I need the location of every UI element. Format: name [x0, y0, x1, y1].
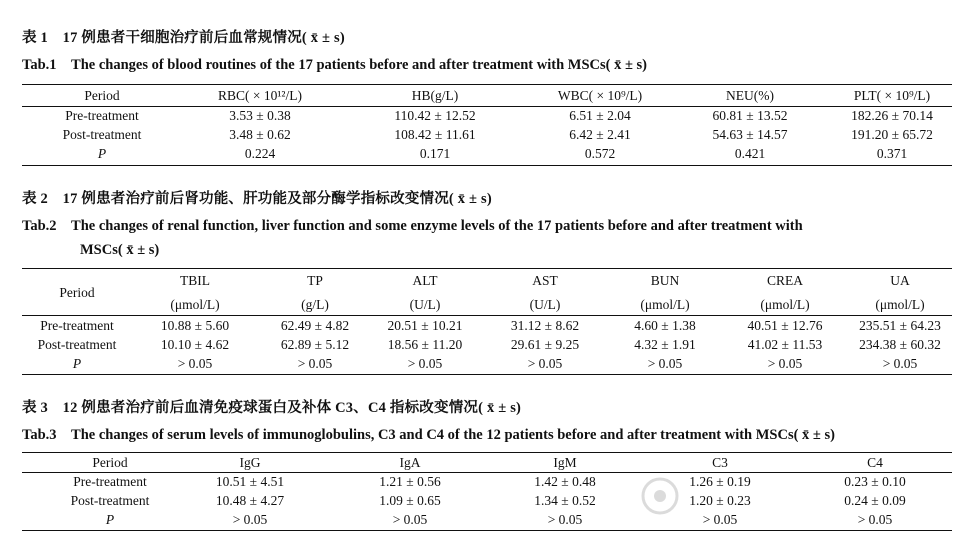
- table1-cell: P: [97, 146, 107, 161]
- table2-header-cell: TP: [307, 273, 323, 288]
- table-row: [22, 127, 952, 145]
- table1-cell: 3.48 ± 0.62: [229, 127, 291, 142]
- table1-cell: 6.51 ± 2.04: [569, 108, 631, 123]
- table1-cell: 0.421: [734, 146, 766, 161]
- table1-cell: 191.20 ± 65.72: [851, 127, 933, 142]
- table3-header-cell: IgA: [399, 455, 421, 470]
- table2-cell: 20.51 ± 10.21: [387, 318, 463, 333]
- table1-cell: Post-treatment: [62, 127, 142, 142]
- table3-cell: 0.24 ± 0.09: [844, 493, 906, 508]
- table2-cell: 10.88 ± 5.60: [160, 318, 230, 333]
- table2-cell: 234.38 ± 60.32: [859, 337, 941, 352]
- table2-unit-cell: (U/L): [529, 297, 561, 312]
- table2-cell: > 0.05: [647, 356, 683, 371]
- table2-caption-cn: 表 2 17 例患者治疗前后肾功能、肝功能及部分酶学指标改变情况( x̄ ± s): [22, 191, 492, 207]
- table2-header-cell: UA: [890, 273, 910, 288]
- table2-cell: 4.60 ± 1.38: [634, 318, 696, 333]
- table2-unit-cell: (g/L): [301, 297, 329, 312]
- table1-cell: 6.42 ± 2.41: [569, 127, 631, 142]
- table3-cell: > 0.05: [232, 512, 268, 527]
- table3-caption-en: Tab.3 The changes of serum levels of immunoglobulins, C3 and C4 of the 12 patients before and after treatment with MSCs( x̄ ± s): [22, 427, 835, 443]
- table2-header-cell: BUN: [650, 273, 680, 288]
- table-row: [22, 318, 952, 336]
- table3-cell: > 0.05: [702, 512, 738, 527]
- table2-unit-cell: (μmol/L): [760, 297, 810, 312]
- table1-bottom-rule: [22, 165, 952, 166]
- table2-unit-cell: (μmol/L): [170, 297, 220, 312]
- table3-header-cell: IgM: [553, 455, 577, 470]
- table3-cell: 1.09 ± 0.65: [379, 493, 441, 508]
- table2-header-cell: CREA: [766, 273, 804, 288]
- table1-header-row: [22, 88, 952, 106]
- table2-cell: 62.49 ± 4.82: [280, 318, 350, 333]
- table2-header-cell: Period: [59, 285, 95, 300]
- table2-unit-cell: (μmol/L): [875, 297, 925, 312]
- table2-cell: P: [72, 356, 82, 371]
- table2-bottom-rule: [22, 374, 952, 375]
- table3-top-rule: [22, 452, 952, 453]
- table1-header-cell: NEU(%): [726, 88, 774, 103]
- table2-cell: 29.61 ± 9.25: [510, 337, 580, 352]
- table1-cell: 0.572: [584, 146, 616, 161]
- table2-header-cell: TBIL: [180, 273, 210, 288]
- table-row: [22, 337, 952, 355]
- table2-units-row: [22, 297, 952, 315]
- table2-cell: > 0.05: [177, 356, 213, 371]
- table1-cell: 108.42 ± 11.61: [394, 127, 476, 142]
- table2-cell: > 0.05: [882, 356, 918, 371]
- table3-caption-cn: 表 3 12 例患者治疗前后血清免疫球蛋白及补体 C3、C4 指标改变情况( x̄ ± s): [22, 400, 522, 416]
- table-row: [22, 108, 952, 126]
- table2-unit-cell: (U/L): [409, 297, 441, 312]
- table3-header-cell: Period: [92, 455, 128, 470]
- table2-cell: 41.02 ± 11.53: [747, 337, 823, 352]
- table1-cell: 54.63 ± 14.57: [712, 127, 788, 142]
- table3-header-cell: C3: [712, 455, 728, 470]
- table1-cell: Pre-treatment: [65, 108, 139, 123]
- table1-mid-rule: [22, 106, 952, 107]
- table1-top-rule: [22, 84, 952, 85]
- table2-cell: 40.51 ± 12.76: [747, 318, 823, 333]
- watermark-logo-icon: [640, 476, 680, 516]
- table2-unit-cell: (μmol/L): [640, 297, 690, 312]
- table1-header-cell: WBC( × 10⁹/L): [557, 88, 643, 103]
- table3-cell: 1.34 ± 0.52: [534, 493, 596, 508]
- table1-cell: 0.171: [419, 146, 451, 161]
- table3-cell: > 0.05: [547, 512, 583, 527]
- table2-top-rule: [22, 268, 952, 269]
- table3-cell: 0.23 ± 0.10: [844, 474, 906, 489]
- table1-cell: 0.224: [244, 146, 276, 161]
- watermark: [640, 470, 950, 532]
- table-row: [22, 356, 952, 374]
- table3-cell: 10.48 ± 4.27: [215, 493, 285, 508]
- table2-header-row: [22, 273, 952, 291]
- table2-cell: 4.32 ± 1.91: [634, 337, 696, 352]
- table3-cell: > 0.05: [392, 512, 428, 527]
- table3-cell: > 0.05: [857, 512, 893, 527]
- table3-header-cell: C4: [867, 455, 883, 470]
- table3-cell: 1.26 ± 0.19: [689, 474, 751, 489]
- table1-header-cell: Period: [84, 88, 120, 103]
- table2-cell: > 0.05: [527, 356, 563, 371]
- table2-cell: 10.10 ± 4.62: [160, 337, 230, 352]
- table1-cell: 60.81 ± 13.52: [712, 108, 788, 123]
- table1-cell: 3.53 ± 0.38: [229, 108, 291, 123]
- table1-header-cell: HB(g/L): [411, 88, 459, 103]
- table2-caption-en: Tab.2 The changes of renal function, liver function and some enzyme levels of the 17 patients before and after treatment with: [22, 218, 803, 234]
- table3-cell: 10.51 ± 4.51: [215, 474, 285, 489]
- table1-header-cell: PLT( × 10⁹/L): [853, 88, 931, 103]
- table2-mid-rule: [22, 315, 952, 316]
- table2-header-cell: ALT: [412, 273, 438, 288]
- table1-header-cell: RBC( × 10¹²/L): [218, 88, 302, 103]
- table2-cell: > 0.05: [407, 356, 443, 371]
- table2-cell: Post-treatment: [37, 337, 117, 352]
- table1-cell: 0.371: [876, 146, 908, 161]
- table3-cell: Post-treatment: [70, 493, 150, 508]
- table2-cell: 62.89 ± 5.12: [280, 337, 350, 352]
- table2-cell: 235.51 ± 64.23: [859, 318, 941, 333]
- table-row: [22, 146, 952, 164]
- table2-cell: > 0.05: [767, 356, 803, 371]
- table3-cell: 1.42 ± 0.48: [534, 474, 596, 489]
- table3-header-cell: IgG: [239, 455, 261, 470]
- table3-cell: Pre-treatment: [73, 474, 147, 489]
- table2-cell: 31.12 ± 8.62: [510, 318, 580, 333]
- table1-cell: 182.26 ± 70.14: [851, 108, 933, 123]
- table2-cell: 18.56 ± 11.20: [387, 337, 463, 352]
- table2-caption-en-line2: MSCs( x̄ ± s): [80, 242, 160, 258]
- table3-cell: 1.21 ± 0.56: [379, 474, 441, 489]
- table3-cell: 1.20 ± 0.23: [689, 493, 751, 508]
- table2-header-cell: AST: [532, 273, 558, 288]
- table1-caption-en: Tab.1 The changes of blood routines of the 17 patients before and after treatment with MSCs( x̄ ± s): [22, 57, 648, 73]
- table2-cell: > 0.05: [297, 356, 333, 371]
- table1-cell: 110.42 ± 12.52: [394, 108, 476, 123]
- table1-caption-cn: 表 1 17 例患者干细胞治疗前后血常规情况( x̄ ± s): [22, 30, 345, 46]
- table3-cell: P: [105, 512, 115, 527]
- table2-cell: Pre-treatment: [40, 318, 114, 333]
